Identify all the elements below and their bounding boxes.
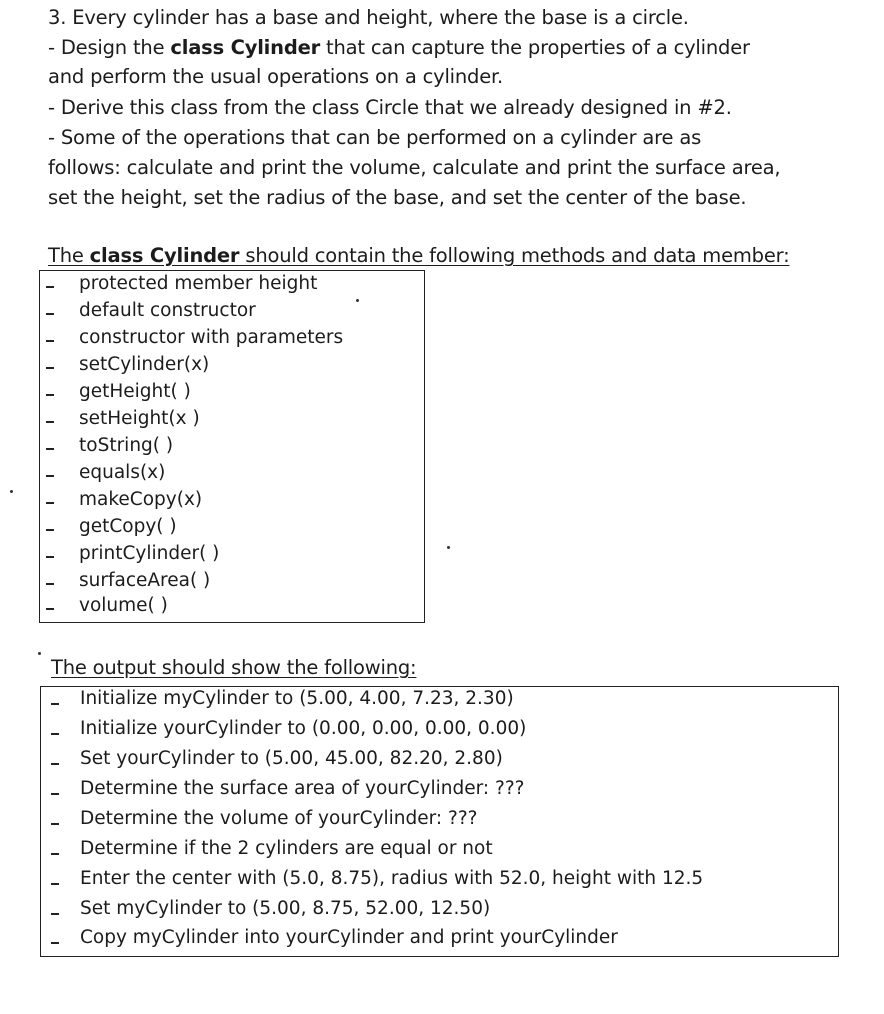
output-label: Enter the center with (5.0, 8.75), radius with 52.0, height with 12.5 xyxy=(80,868,704,889)
method-label: equals(x) xyxy=(79,462,166,483)
method-label: constructor with parameters xyxy=(79,327,344,348)
bullet-dash xyxy=(46,313,54,315)
bullet-dash xyxy=(46,502,54,504)
problem-line-6 xyxy=(48,156,780,179)
method-label: getHeight( ) xyxy=(79,381,191,402)
problem-line-7 xyxy=(48,186,746,209)
bullet-dash xyxy=(46,286,54,288)
bullet-dash xyxy=(46,421,54,423)
output-label: Initialize myCylinder to (5.00, 4.00, 7.23, 2.30) xyxy=(80,688,514,709)
problem-line-5 xyxy=(48,126,701,149)
problem-text-7: set the height, set the radius of the base, and set the center of the base. xyxy=(48,186,747,209)
bullet-dash xyxy=(51,913,59,915)
bullet-dash xyxy=(51,883,59,885)
output-box xyxy=(40,686,839,957)
bullet-dash xyxy=(46,367,54,369)
problem-line-2 xyxy=(48,36,750,59)
bullet-dash xyxy=(51,763,59,765)
method-label: makeCopy(x) xyxy=(79,489,203,510)
output-label: Initialize yourCylinder to (0.00, 0.00, 0.00, 0.00) xyxy=(80,718,527,739)
methods-box xyxy=(39,270,425,623)
problem-text-4: - Derive this class from the class Circle that we already designed in #2. xyxy=(48,96,732,119)
methods-heading-class: class Cylinder xyxy=(89,244,240,267)
problem-text-2a: - Design the xyxy=(48,36,171,59)
bullet-dash xyxy=(46,340,54,342)
methods-heading xyxy=(48,244,789,267)
class-cylinder-emphasis: class Cylinder xyxy=(170,36,321,59)
problem-text-3: and perform the usual operations on a cylinder. xyxy=(48,65,504,88)
output-label: Determine the volume of yourCylinder: ??? xyxy=(80,808,478,829)
scan-speck xyxy=(38,652,41,655)
problem-line-4 xyxy=(48,96,732,119)
problem-text-2c: that can capture the properties of a cylinder xyxy=(320,36,750,59)
method-label: default constructor xyxy=(79,300,256,321)
methods-heading-a: The xyxy=(48,244,90,267)
bullet-dash xyxy=(51,733,59,735)
scan-speck xyxy=(447,546,450,549)
problem-line-1 xyxy=(48,6,689,29)
bullet-dash xyxy=(51,853,59,855)
output-label: Set yourCylinder to (5.00, 45.00, 82.20, 2.80) xyxy=(80,748,503,769)
bullet-dash xyxy=(46,529,54,531)
output-label: Determine the surface area of yourCylinder: ??? xyxy=(80,778,525,799)
method-label: printCylinder( ) xyxy=(79,543,220,564)
method-label: surfaceArea( ) xyxy=(79,570,211,591)
scan-speck xyxy=(356,299,359,302)
methods-heading-c: should contain the following methods and data member: xyxy=(239,244,790,267)
method-label: volume( ) xyxy=(79,595,168,616)
output-heading-text: The output should show the following: xyxy=(51,656,417,679)
method-label: protected member height xyxy=(79,273,318,294)
output-label: Determine if the 2 cylinders are equal or not xyxy=(80,838,493,859)
bullet-dash xyxy=(46,475,54,477)
problem-line-3 xyxy=(48,65,503,88)
bullet-dash xyxy=(51,942,59,944)
bullet-dash xyxy=(46,394,54,396)
problem-text-6: follows: calculate and print the volume, calculate and print the surface area, xyxy=(48,156,781,179)
problem-text-1: 3. Every cylinder has a base and height, where the base is a circle. xyxy=(48,6,689,29)
problem-text-5: - Some of the operations that can be performed on a cylinder are as xyxy=(48,126,702,149)
output-heading xyxy=(51,656,416,679)
output-label: Set myCylinder to (5.00, 8.75, 52.00, 12.50) xyxy=(80,898,491,919)
method-label: getCopy( ) xyxy=(79,516,177,537)
bullet-dash xyxy=(46,608,54,610)
scan-speck xyxy=(10,490,13,493)
method-label: toString( ) xyxy=(79,435,174,456)
bullet-dash xyxy=(46,583,54,585)
method-label: setHeight(x ) xyxy=(79,408,200,429)
bullet-dash xyxy=(51,823,59,825)
bullet-dash xyxy=(46,556,54,558)
bullet-dash xyxy=(46,448,54,450)
output-label: Copy myCylinder into yourCylinder and print yourCylinder xyxy=(80,927,618,948)
method-label: setCylinder(x) xyxy=(79,354,210,375)
bullet-dash xyxy=(51,793,59,795)
bullet-dash xyxy=(51,703,59,705)
